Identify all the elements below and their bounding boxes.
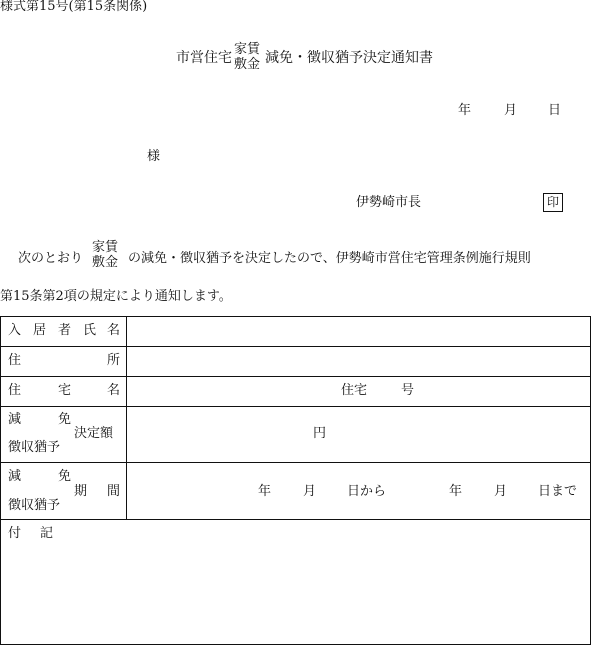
body-rest: の減免・徴収猶予を決定したので、伊勢崎市営住宅管理条例施行規則 (128, 251, 531, 266)
label-char: 居 (33, 323, 47, 338)
label-char: 免 (58, 469, 72, 484)
body-stacked-terms (92, 241, 118, 271)
date-year: 年 (458, 103, 472, 118)
date-day: 日 (548, 103, 562, 118)
deferral-label: 徴収猶予 (8, 440, 61, 455)
body-stack-top: 家賃 (92, 240, 119, 255)
label-char: 者 (58, 323, 72, 338)
label-char: 名 (107, 383, 121, 398)
decision-amount-side-label: 決定額 (74, 426, 114, 441)
row-divider (0, 462, 591, 463)
deferral-label: 徴収猶予 (8, 498, 61, 513)
label-char: 免 (58, 412, 72, 427)
from-year: 年 (258, 484, 272, 499)
label-char: 期 (74, 484, 88, 499)
residence-word: 住宅 (341, 383, 368, 398)
label-char: 減 (8, 469, 22, 484)
title-stack-top: 家賃 (234, 42, 261, 57)
title-suffix: 減免・徴収猶予決定通知書 (265, 50, 433, 66)
label-char: 所 (107, 353, 121, 368)
from-day: 日から (347, 484, 387, 499)
row-divider (0, 376, 591, 377)
label-char: 減 (8, 412, 22, 427)
from-month: 月 (303, 484, 317, 499)
title-prefix: 市営住宅 (176, 50, 232, 66)
to-day: 日まで (538, 484, 578, 499)
body-lead: 次のとおり (18, 251, 84, 266)
resident-name-value[interactable] (127, 317, 590, 346)
title-stack-bottom: 敷金 (234, 56, 261, 72)
label-char: 間 (107, 484, 121, 499)
label-char: 入 (8, 323, 22, 338)
form-number: 様式第15号(第15条関係) (0, 0, 148, 14)
label-char: 記 (40, 526, 54, 541)
remarks-value[interactable] (1, 545, 590, 643)
body-stack-bottom: 敷金 (92, 254, 119, 270)
row-divider (0, 519, 591, 520)
body-line2: 第15条第2項の規定により通知します。 (0, 289, 232, 304)
seal-mark: 印 (543, 193, 563, 212)
label-char: 付 (8, 526, 22, 541)
to-month: 月 (494, 484, 508, 499)
to-year: 年 (449, 484, 463, 499)
label-char: 氏 (83, 323, 97, 338)
label-char: 名 (107, 323, 121, 338)
row-divider (0, 406, 591, 407)
addressee-suffix: 様 (147, 149, 161, 164)
address-value[interactable] (127, 347, 590, 376)
label-char: 住 (8, 383, 22, 398)
label-char: 住 (8, 353, 22, 368)
title-stacked-terms (234, 43, 260, 73)
date-month: 月 (504, 103, 518, 118)
residence-number-suffix: 号 (401, 383, 415, 398)
label-char: 宅 (58, 383, 72, 398)
yen-unit: 円 (313, 426, 327, 441)
issuer-name: 伊勢崎市長 (356, 195, 422, 210)
